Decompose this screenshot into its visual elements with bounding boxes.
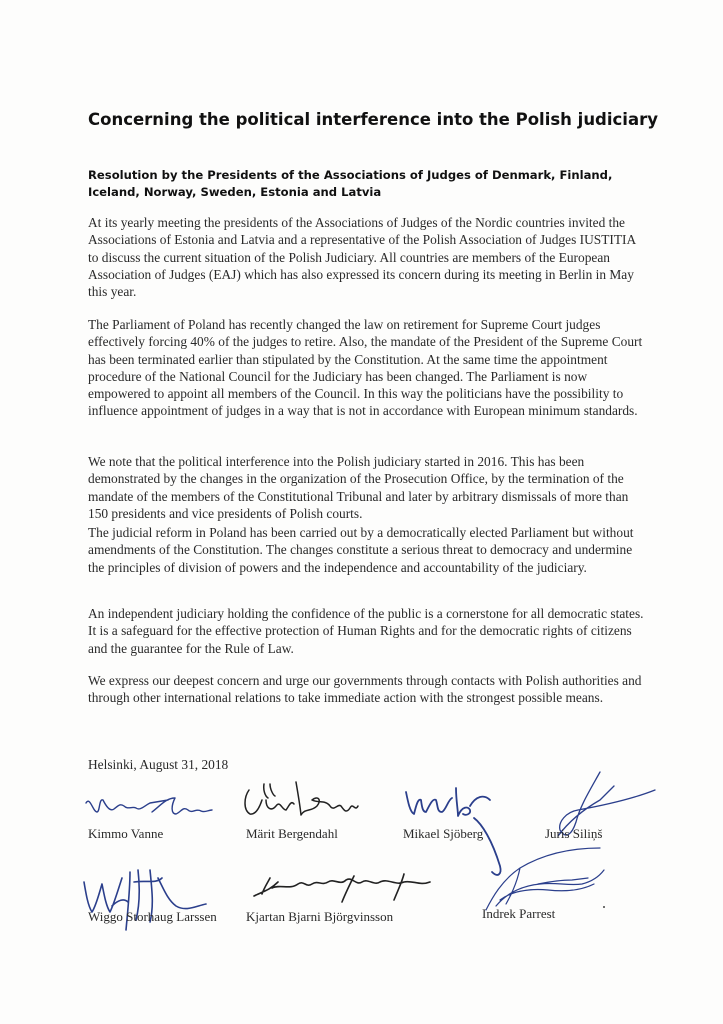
signatory-name: Mikael Sjöberg <box>403 826 484 841</box>
document-title: Concerning the political interference into the Polish judiciary <box>88 110 658 129</box>
ink-dot <box>603 906 605 908</box>
signatory-name: Märit Bergendahl <box>246 826 338 841</box>
paragraph-meeting: At its yearly meeting the presidents of the Associations of Judges of the Nordic countries invited the Associations of Estonia and Latvia and a representative of the Polish Association of Judges IUSTITIA to discuss the current situation of the Polish Judiciary. All countries are members of the European Association of Judges (EAJ) which has also expressed its concern during its meeting in Berlin in May this year. <box>88 215 636 300</box>
paragraph-concern: We express our deepest concern and urge our governments through contacts with Polish authorities and through other international relations to take immediate action with the strongest possible means. <box>88 673 642 706</box>
signature-indrek-parrest <box>486 848 604 910</box>
signature-marit-bergendahl <box>245 782 358 815</box>
paragraph-parliament-changes: The Parliament of Poland has recently changed the law on retirement for Supreme Court judges effectively forcing 40% of the judges to retire. Also, the mandate of the President of the Supreme Court has been terminated earlier than stipulated by the Constitution. At the same time the appointment procedure of the National Council for the Judiciary has been changed. The Parliament is now empowered to appoint all members of the Council. In this way the politicians have the possibility to influence appointment of judges in a way that is not in accordance with European minimum standards. <box>88 317 643 419</box>
signatory-name: Kjartan Bjarni Björgvinsson <box>246 909 394 924</box>
place-date: Helsinki, August 31, 2018 <box>88 757 229 772</box>
document-subtitle: Resolution by the Presidents of the Associations of Judges of Denmark, Finland, Iceland, Norway, Sweden, Estonia and Latvia <box>88 168 613 199</box>
signatory-name: Indrek Parrest <box>482 906 556 921</box>
signatory-name: Juris Siliņš <box>545 826 603 841</box>
signature-kjartan-bjarni-bjorgvinsson <box>254 874 430 902</box>
paragraph-independent-judiciary: An independent judiciary holding the confidence of the public is a cornerstone for all democratic states. It is a safeguard for the effective protection of Human Rights and for the democratic rights of citizens and the guarantee for the Rule of Law. <box>88 606 644 656</box>
signatory-name: Kimmo Vanne <box>88 826 164 841</box>
signatory-name: Wiggo Storhaug Larssen <box>88 909 217 924</box>
signature-kimmo-vanne <box>86 798 212 814</box>
paragraph-judicial-reform: The judicial reform in Poland has been carried out by a democratically elected Parliament but without amendments of the Constitution. The changes constitute a serious threat to democracy and undermine the principles of division of powers and the independence and accountability of the judiciary. <box>88 525 634 575</box>
paragraph-interference-2016: We note that the political interference into the Polish judiciary started in 2016. This has been demonstrated by the changes in the organization of the Prosecution Office, by the termination of the mandate of the members of the Constitutional Tribunal and later by arbitrary dismissals of more than 150 presidents and vice presidents of Polish courts. <box>88 454 629 521</box>
